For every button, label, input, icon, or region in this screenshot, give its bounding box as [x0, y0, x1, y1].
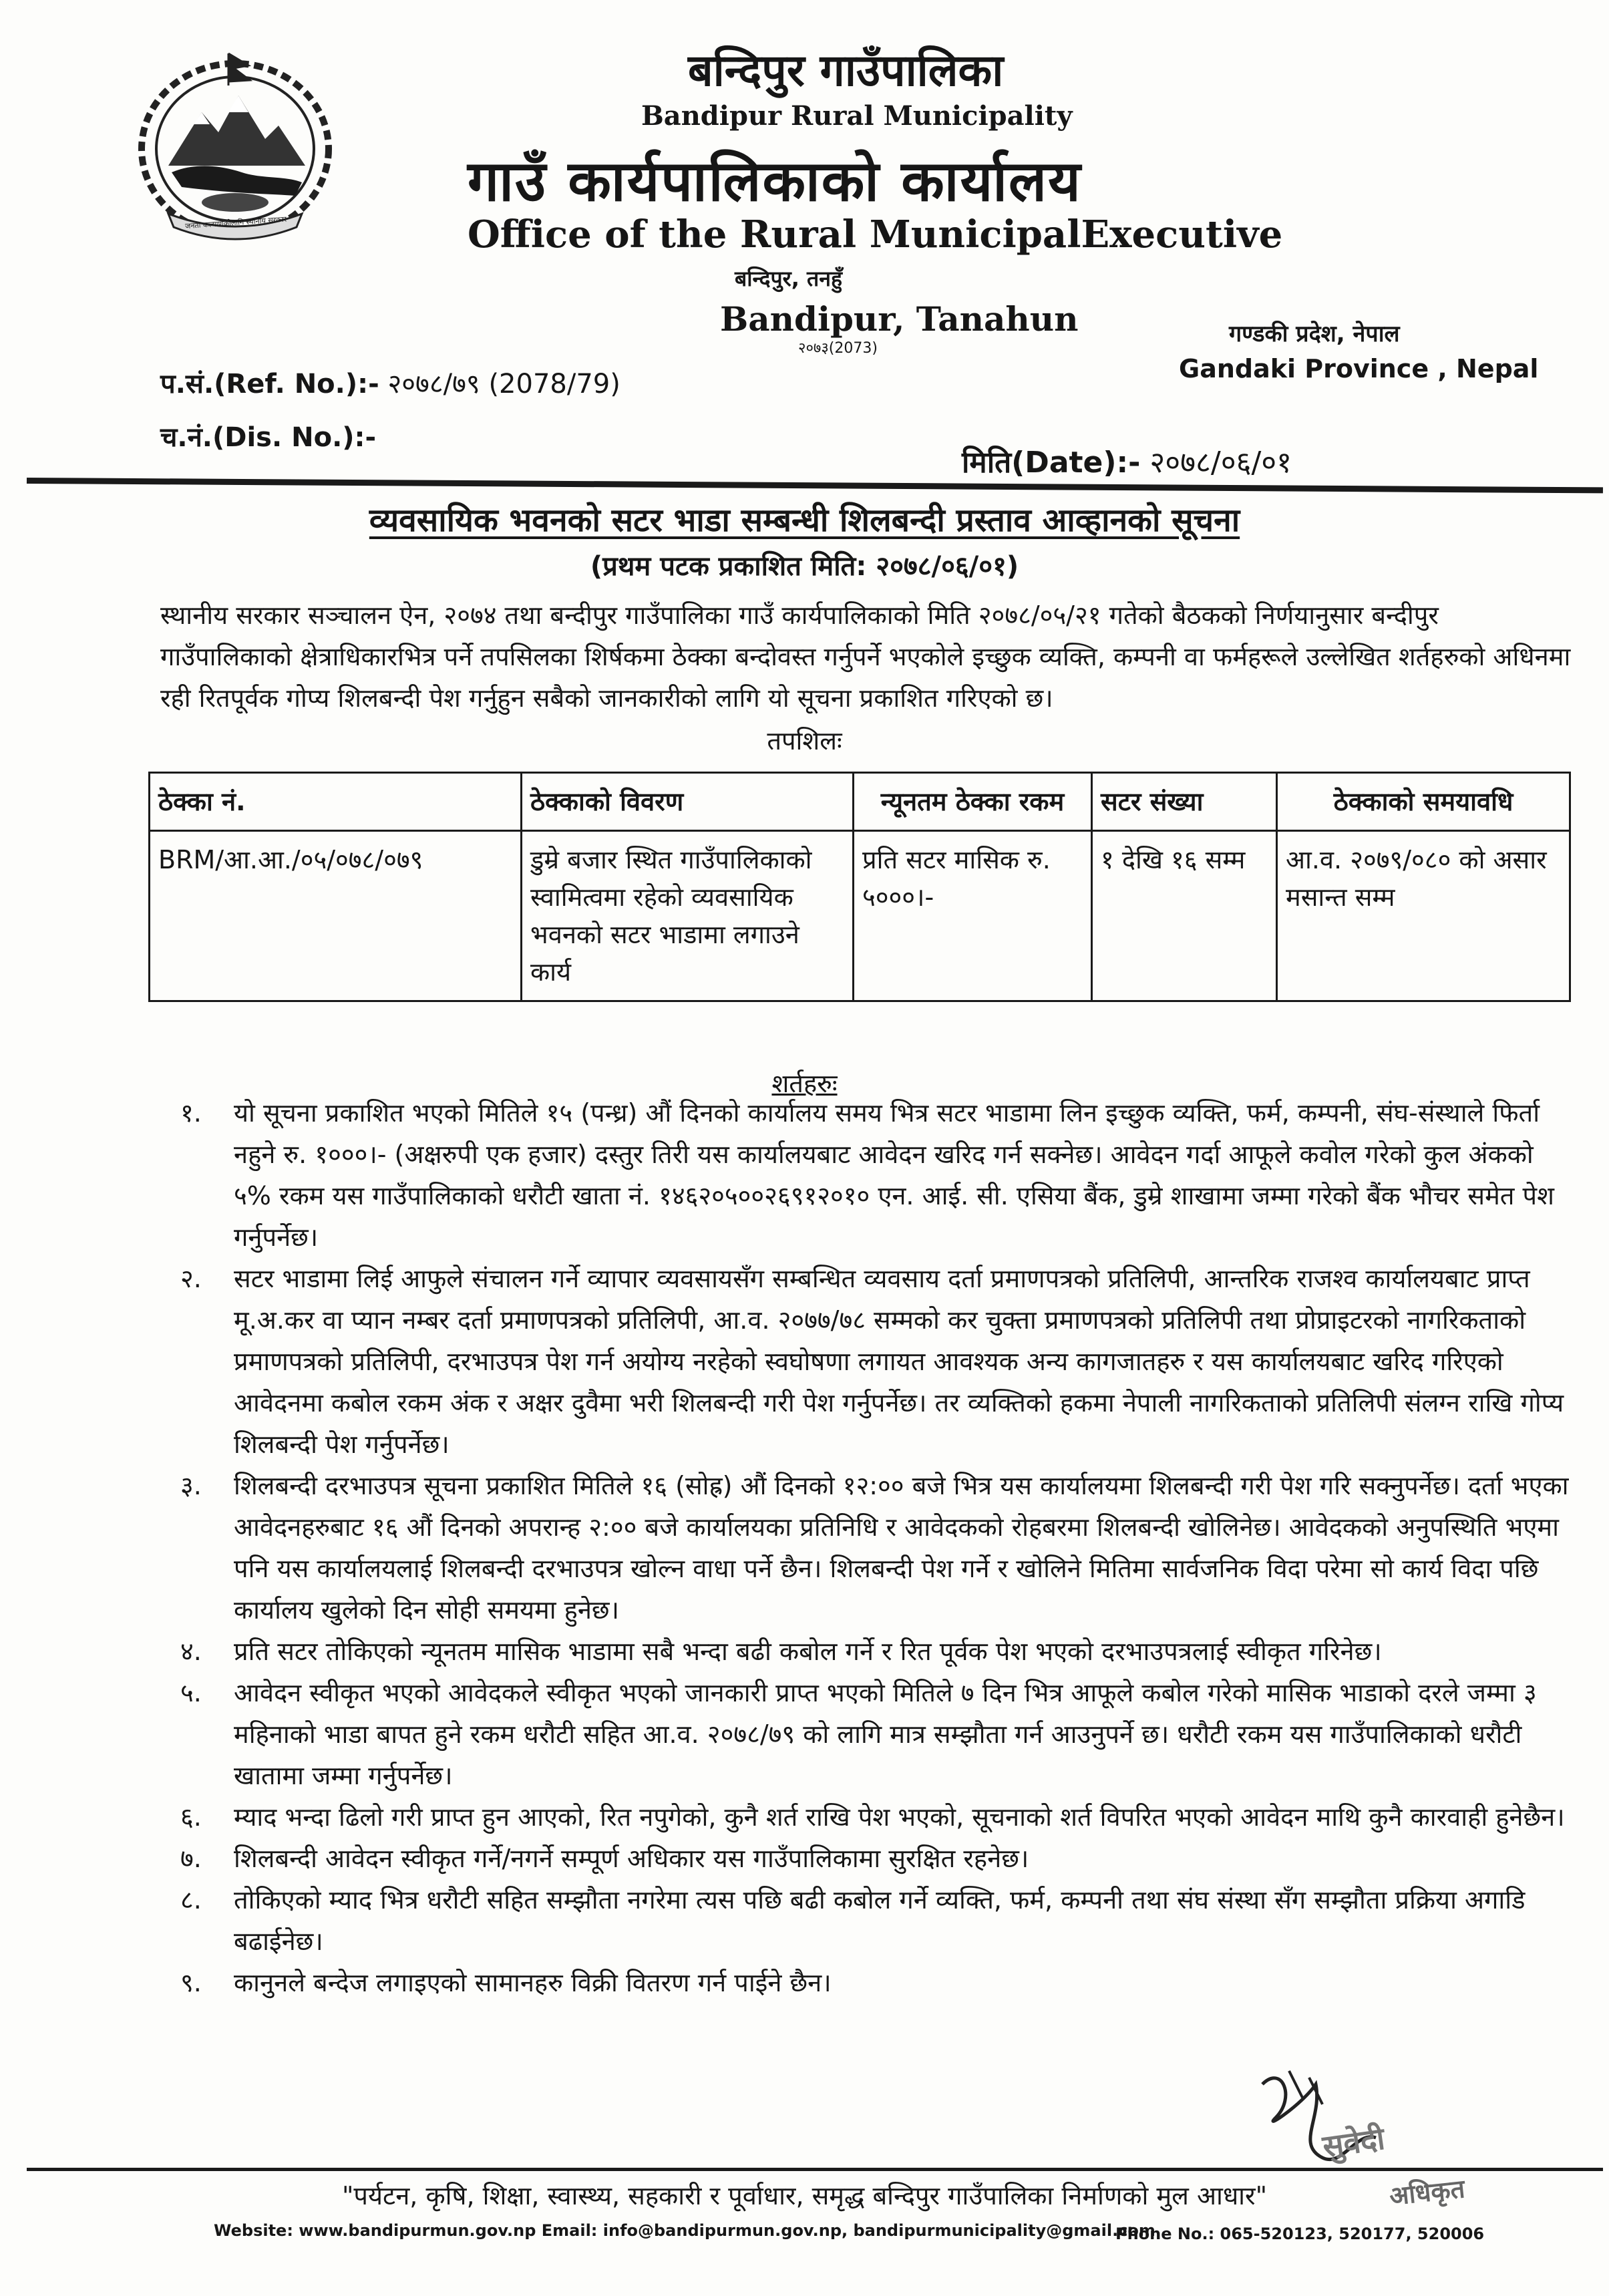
table-cell-period: आ.व. २०७९/०८० को असार मसान्त सम्म [1277, 831, 1570, 1001]
term-number: ७. [180, 1844, 202, 1873]
stamp-title: अधिकृत [1388, 2174, 1467, 2211]
term-item [160, 1465, 1576, 1631]
table-cell-shutter-count: १ देखि १६ सम्म [1092, 831, 1277, 1001]
emblem-motto: जनता कल्याणकोलागि स्थानीय सरकार [184, 214, 287, 231]
term-number: ६. [180, 1802, 202, 1832]
terms-heading-text: शर्तहरुः [771, 1069, 838, 1098]
term-text: यो सूचना प्रकाशित भएको मितिले १५ (पन्ध्र) औं दिनको कार्यालय समय भित्र सटर भाडामा लिन इच्छुक व्यक्ति, फर्म, कम्पनी, संघ-संस्थाले फिर्ता नहुने रु. १०००।- (अक्षरुपी एक हजार) दस्तुर तिरी यस कार्यालयबाट आवेदन खरिद गर्न सक्नेछ। आवेदन गर्दा आफूले कवोल गरेको कुल अंकको ५% रकम यस गाउँपालिकाको धरौटी खाता नं. १४६२०५००२६९१२०१० एन. आई. सी. एसिया बैंक, डुम्रे शाखामा जम्मा गरेको बैंक भौचर समेत पेश गर्नुपर्नेछ। [234, 1098, 1554, 1252]
term-number: १. [180, 1098, 202, 1128]
table-header-cell: ठेक्का नं. [150, 773, 522, 831]
office-name-nepali: गाउँ कार्यपालिकाको कार्यालय [468, 148, 1082, 214]
notice-heading [0, 498, 1609, 541]
term-item [160, 1879, 1576, 1962]
term-text: सटर भाडामा लिई आफुले संचालन गर्ने व्यापार व्यवसायसँग सम्बन्धित व्यवसाय दर्ता प्रमाणपत्रको प्रतिलिपी, आन्तरिक राजश्व कार्यालयबाट प्राप्त मू.अ.कर वा प्यान नम्बर दर्ता प्रमाणपत्रको प्रतिलिपी, आ.व. २०७७/७८ सम्मको कर चुक्ता प्रमाणपत्रको प्रतिलिपी तथा प्रोप्राइटरको नागरिकताको प्रमाणपत्रको प्रतिलिपी, दरभाउपत्र पेश गर्न अयोग्य नरहेको स्वघोषणा लगायत आवश्यक अन्य कागजातहरु र यस कार्यालयबाट खरिद गरिएको आवेदनमा कबोल रकम अंक र अक्षर दुवैमा भरी शिलबन्दी गरी पेश गर्नुपर्नेछ। तर व्यक्तिको हकमा नेपाली नागरिकताको प्रतिलिपी संलग्न राखि गोप्य शिलबन्दी पेश गर्नुपर्नेछ। [234, 1264, 1564, 1459]
term-text: प्रति सटर तोकिएको न्यूनतम मासिक भाडामा सबै भन्दा बढी कबोल गर्ने र रित पूर्वक पेश भएको दरभाउपत्रलाई स्वीकृत गरिनेछ। [234, 1637, 1382, 1666]
terms-list [160, 1092, 1576, 2003]
table-header-cell: ठेक्काको विवरण [522, 773, 854, 831]
table-header-cell: ठेक्काको समयावधि [1277, 773, 1570, 831]
footer-divider [27, 2168, 1603, 2171]
stamp-name: सुवेदी [1320, 2120, 1387, 2165]
term-item [160, 1962, 1576, 2003]
municipality-name-english: Bandipur Rural Municipality [641, 100, 1073, 132]
province-english: Gandaki Province , Nepal [1179, 354, 1539, 383]
date-label: मिति(Date):- [962, 446, 1141, 480]
table-row [150, 831, 1570, 1001]
term-item [160, 1092, 1576, 1258]
established-year: २०७३(2073) [798, 340, 878, 357]
municipality-name-nepali: बन्दिपुर गाउँपालिका [688, 45, 1004, 96]
footer-slogan: "पर्यटन, कृषि, शिक्षा, स्वास्थ्य, सहकारी र पूर्वाधार, समृद्ध बन्दिपुर गाउँपालिका निर्माणको मुल आधार" [341, 2181, 1268, 2210]
table-cell-minimum-amount: प्रति सटर मासिक रु. ५०००।- [854, 831, 1092, 1001]
term-number: २. [180, 1264, 202, 1293]
term-number: ३. [180, 1471, 202, 1500]
term-number: ८. [180, 1885, 202, 1915]
term-text: शिलबन्दी दरभाउपत्र सूचना प्रकाशित मितिले १६ (सोह्र) औं दिनको १२:०० बजे भित्र यस कार्यालयमा शिलबन्दी गरी पेश गरि सक्नुपर्नेछ। दर्ता भएका आवेदनहरुबाट १६ औं दिनको अपरान्ह २:०० बजे कार्यालयका प्रतिनिधि र आवेदकको रोहबरमा शिलबन्दी खोलिनेछ। आवेदकको अनुपस्थिति भएमा पनि यस कार्यालयलाई शिलबन्दी दरभाउपत्र खोल्न वाधा पर्ने छैन। शिलबन्दी पेश गर्ने र खोलिने मितिमा सार्वजनिक विदा परेमा सो कार्य विदा पछि कार्यालय खुलेको दिन सोही समयमा हुनेछ। [234, 1471, 1569, 1625]
term-item [160, 1631, 1576, 1672]
table-cell-description: डुम्रे बजार स्थित गाउँपालिकाको स्वामित्वमा रहेको व्यवसायिक भवनको सटर भाडामा लगाउने कार्य [522, 831, 854, 1001]
term-number: ९. [180, 1968, 202, 1997]
table-cell-contract-number: BRM/आ.आ./०५/०७८/०७९ [150, 831, 522, 1001]
province-nepali: गण्डकी प्रदेश, नेपाल [1229, 321, 1400, 347]
reference-number [160, 364, 620, 401]
term-text: शिलबन्दी आवेदन स्वीकृत गर्ने/नगर्ने सम्पूर्ण अधिकार यस गाउँपालिकामा सुरक्षित रहनेछ। [234, 1844, 1029, 1873]
office-name-english: Office of the Rural MunicipalExecutive [468, 212, 1283, 257]
term-text: कानुनले बन्देज लगाइएको सामानहरु विक्री वितरण गर्न पाईने छैन। [234, 1968, 832, 1997]
term-item [160, 1796, 1576, 1838]
table-header-cell: न्यूनतम ठेक्का रकम [854, 773, 1092, 831]
date-value: २०७८/०६/०१ [1149, 446, 1292, 480]
dispatch-number [160, 418, 376, 454]
notice-intro-paragraph: स्थानीय सरकार सञ्चालन ऐन, २०७४ तथा बन्दीपुर गाउँपालिका गाउँ कार्यपालिकाको मिति २०७८/०५/२१ गतेको बैठकको निर्णयानुसार बन्दीपुर गाउँपालिकाको क्षेत्राधिकारभित्र पर्ने तपसिलका शिर्षकमा ठेक्का बन्दोवस्त गर्नुपर्ने भएकोले इच्छुक व्यक्ति, कम्पनी वा फर्महरूले उल्लेखित शर्तहरुको अधिनमा रही रितपूर्वक गोप्य शिलबन्दी पेश गर्नुहुन सबैको जानकारीको लागि यो सूचना प्रकाशित गरिएको छ। [160, 601, 1571, 713]
schedule-label: तपशिलः [767, 726, 842, 756]
reference-value: २०७८/७९ (2078/79) [387, 369, 620, 399]
term-item [160, 1838, 1576, 1879]
contract-table [148, 772, 1571, 1002]
footer-website-email: Website: www.bandipurmun.gov.np Email: info@bandipurmun.gov.np, bandipurmunicipality@gmail.com [214, 2221, 1155, 2240]
term-text: म्याद भन्दा ढिलो गरी प्राप्त हुन आएको, रित नपुगेको, कुनै शर्त राखि पेश भएको, सूचनाको शर्त विपरित भएको आवेदन माथि कुनै कारवाही हुनेछैन। [234, 1802, 1565, 1832]
term-number: ४. [180, 1637, 202, 1666]
notice-date [962, 441, 1292, 481]
notice-subheading: (प्रथम पटक प्रकाशित मिति: २०७८/०६/०१) [590, 551, 1019, 582]
notice-heading-text: व्यवसायिक भवनको सटर भाडा सम्बन्धी शिलबन्दी प्रस्ताव आव्हानको सूचना [369, 502, 1240, 539]
term-item [160, 1258, 1576, 1465]
place-nepali: बन्दिपुर, तनहुँ [735, 266, 842, 291]
term-number: ५. [180, 1678, 202, 1707]
header-divider [27, 478, 1603, 493]
table-header-cell: सटर संख्या [1092, 773, 1277, 831]
footer-phone: Phone No.: 065-520123, 520177, 520006 [1115, 2225, 1485, 2243]
table-header-row [150, 773, 1570, 831]
term-text: आवेदन स्वीकृत भएको आवेदकले स्वीकृत भएको जानकारी प्राप्त भएको मितिले ७ दिन भित्र आफूले कबोल गरेको मासिक भाडाको दरले जम्मा ३ महिनाको भाडा बापत हुने रकम धरौटी सहित आ.व. २०७८/७९ को लागि मात्र सम्झौता गर्न आउनुपर्ने छ। धरौटी रकम यस गाउँपालिकाको धरौटी खातामा जम्मा गर्नुपर्नेछ। [234, 1678, 1537, 1790]
place-english: Bandipur, Tanahun [720, 299, 1079, 339]
dispatch-label: च.नं.(Dis. No.):- [160, 422, 377, 453]
term-item [160, 1672, 1576, 1796]
term-text: तोकिएको म्याद भित्र धरौटी सहित सम्झौता नगरेमा त्यस पछि बढी कबोल गर्ने व्यक्ति, फर्म, कम्पनी तथा संघ संस्था सँग सम्झौता प्रक्रिया अगाडि बढाईनेछ। [234, 1885, 1526, 1956]
reference-label: प.सं.(Ref. No.):- [160, 369, 379, 399]
nepal-emblem-logo [122, 39, 349, 246]
